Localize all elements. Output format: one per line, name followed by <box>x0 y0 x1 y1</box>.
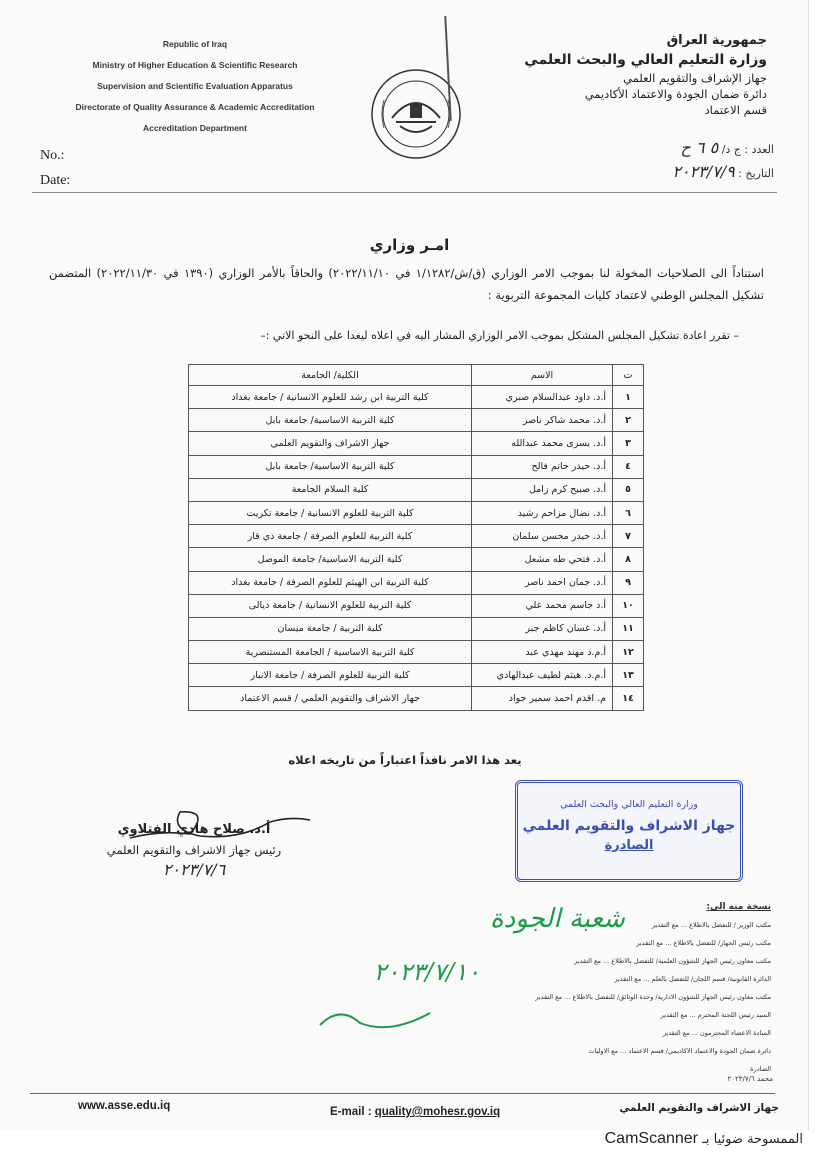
table-row <box>189 641 644 664</box>
row-number: ٤ <box>613 455 644 478</box>
member-name: أ.د. داود عبدالسلام صبري <box>472 386 613 409</box>
table-row <box>189 594 644 617</box>
scanner-watermark <box>605 1130 803 1148</box>
member-college: كلية التربية للعلوم الصرفة / جامعة ذي قار <box>189 525 472 548</box>
copies-heading: نسخة منه الى: <box>706 902 771 912</box>
table-row <box>189 571 644 594</box>
col-header-name: الاسم <box>472 365 613 386</box>
footer-email-address[interactable]: quality@mohesr.gov.iq <box>374 1106 501 1118</box>
footer-divider <box>30 1093 775 1094</box>
table-row <box>189 409 644 432</box>
footer-website[interactable]: www.asse.edu.iq <box>78 1100 171 1112</box>
ar-header-line: دائرة ضمان الجودة والاعتماد الأكاديمي <box>584 87 767 101</box>
table-row <box>189 687 644 710</box>
ar-number-label: العدد : ج د/ <box>721 143 774 156</box>
table-row <box>189 455 644 478</box>
table-row <box>189 664 644 687</box>
ar-date-label: التاريخ : <box>738 167 774 180</box>
ar-date-field <box>672 162 774 181</box>
row-number: ١٢ <box>613 641 644 664</box>
council-members-table <box>188 364 644 711</box>
member-name: أ.د. غسان كاظم جبر <box>472 617 613 640</box>
intro-paragraph: استناداً الى الصلاحيات المخولة لنا بموجب الامر الوزاري (ق/ش/١/١٢٨٢ في ٢٠٢٢/١١/١٠) والحاقاً بالأمر الوزاري (١٣٩٠ في ٢٠٢٢/١١/٣٠) المتضمن تشكيل المجلس الوطني لاعتماد كليات المجموعة التربوية : <box>49 266 764 302</box>
en-number-label: No.: <box>40 148 65 163</box>
row-number: ١٠ <box>613 594 644 617</box>
member-name: م. اقدم احمد سمير جواد <box>472 687 613 710</box>
english-letterhead <box>55 34 335 139</box>
stamp-line: الصادرة <box>604 838 654 853</box>
stamp-line: جهاز الاشراف والتقويم العلمي <box>522 818 736 834</box>
table-row <box>189 501 644 524</box>
footer-email-label: E-mail : <box>330 1106 375 1118</box>
copy-recipient: السيد رئيس اللجنة المحترم ... مع التقدير <box>660 1011 771 1019</box>
col-header-college: الكلية/ الجامعة <box>189 365 472 386</box>
member-college: كلية السلام الجامعة <box>189 478 472 501</box>
member-name: أ.د جاسم محمد علي <box>472 594 613 617</box>
member-name: أ.د. جمان احمد ناصر <box>472 571 613 594</box>
member-name: أ.م.د مهند مهدي عبد <box>472 641 613 664</box>
member-name: أ.د. صبيح كرم زامل <box>472 478 613 501</box>
copy-recipient: الصادرة <box>750 1065 771 1073</box>
member-name: أ.د. نضال مزاحم رشيد <box>472 501 613 524</box>
ar-number-field <box>681 138 775 157</box>
row-number: ٧ <box>613 525 644 548</box>
member-college: كلية التربية الاساسية/ جامعة الموصل <box>189 548 472 571</box>
table-row <box>189 478 644 501</box>
copy-recipient: مكتب الوزير / للتفضل بالاطلاع ... مع التقدير <box>651 921 771 929</box>
copy-recipient: الدائرة القانونية/ قسم اللجان/ للتفضل بالعلم ... مع التقدير <box>614 975 771 983</box>
table-row <box>189 548 644 571</box>
ar-header-line: جهاز الإشراف والتقويم العلمي <box>623 71 767 85</box>
copy-recipient: مكتب رئيس الجهاز/ للتفضل بالاطلاع ... مع التقدير <box>636 939 771 947</box>
member-name: أ.م.د. هيثم لطيف عبدالهادي <box>472 664 613 687</box>
copies-list <box>535 898 773 1083</box>
member-college: كلية التربية للعلوم الانسانية / جامعة تكريت <box>189 501 472 524</box>
official-stamp <box>515 780 743 882</box>
member-college: جهاز الاشراف والتقويم العلمي / قسم الاعتماد <box>189 687 472 710</box>
en-header-line: Supervision and Scientific Evaluation Apparatus <box>97 81 293 91</box>
member-college: كلية التربية الاساسية/ جامعة بابل <box>189 455 472 478</box>
row-number: ١١ <box>613 617 644 640</box>
row-number: ٣ <box>613 432 644 455</box>
decision-paragraph: – تقرر اعادة تشكيل المجلس المشكل بموجب الامر الوزاري المشار اليه في اعلاه ليغدا على النحو الاتي :– <box>260 329 739 342</box>
en-header-line: Republic of Iraq <box>162 39 228 49</box>
en-date-label: Date: <box>40 173 71 188</box>
document-title: امـر وزاري <box>369 236 450 254</box>
row-number: ٦ <box>613 501 644 524</box>
member-college: كلية التربية الاساسية / الجامعة المستنصرية <box>189 641 472 664</box>
copy-recipient: مكتب معاون رئيس الجهاز للشؤون العلمية/ للتفضل بالاطلاع ... مع التقدير <box>574 957 771 965</box>
member-name: أ.د. يسرى محمد عبدالله <box>472 432 613 455</box>
en-header-line: Accreditation Department <box>143 123 247 133</box>
table-row <box>189 617 644 640</box>
row-number: ١٣ <box>613 664 644 687</box>
member-name: أ.د. حيدر حاتم فالح <box>472 455 613 478</box>
signature-date: ٢٠٢٣/٧/٦ <box>162 860 226 879</box>
row-number: ١٤ <box>613 687 644 710</box>
handwritten-signature <box>120 800 320 850</box>
scanner-brand: CamScanner <box>604 1130 698 1147</box>
ar-header-line: قسم الاعتماد <box>704 103 767 117</box>
member-college: كلية التربية ابن الهيثم للعلوم الصرفة / جامعة بغداد <box>189 571 472 594</box>
member-college: كلية التربية ابن رشد للعلوم الانسانية / جامعة بغداد <box>189 386 472 409</box>
en-header-line: Directorate of Quality Assurance & Academic Accreditation <box>75 102 315 112</box>
footer-email[interactable] <box>330 1106 500 1118</box>
signatory-title: رئيس جهاز الاشراف والتقويم العلمي <box>106 843 282 857</box>
row-number: ٩ <box>613 571 644 594</box>
member-college: كلية التربية / جامعة ميسان <box>189 617 472 640</box>
copies-reference: محمد ٢٠٢٣/٧/٦ <box>727 1075 773 1083</box>
row-number: ١ <box>613 386 644 409</box>
member-name: أ.د. محمد شاكر ناصر <box>472 409 613 432</box>
green-handwritten-note <box>280 885 625 1045</box>
copy-recipient: السادة الاعضاء المحترمون ... مع التقدير <box>662 1029 771 1037</box>
en-header-line: Ministry of Higher Education & Scientific Research <box>92 60 298 70</box>
ar-date-value: ٢٠٢٣/٧/٩ <box>672 162 735 181</box>
table-row <box>189 386 644 409</box>
member-name: أ.د. حيدر محسن سلمان <box>472 525 613 548</box>
table-header-row <box>189 365 644 386</box>
footer-organization: جهاز الاشراف والتقويم العلمي <box>619 1102 779 1114</box>
scanner-text: الممسوحة ضوئيا بـ <box>702 1132 803 1147</box>
copy-recipient: مكتب معاون رئيس الجهاز للشؤون الادارية/ وحدة الوثائق/ للتفضل بالاطلاع ... مع التقدير <box>535 993 771 1001</box>
member-college: كلية التربية الاساسية/ جامعة بابل <box>189 409 472 432</box>
stamp-line: وزارة التعليم العالي والبحث العلمي <box>560 799 698 810</box>
table-row <box>189 432 644 455</box>
handwritten-note-line: ٢٠٢٣/٧/١٠ <box>373 958 480 986</box>
member-college: كلية التربية للعلوم الصرفة / جامعة الانبار <box>189 664 472 687</box>
table-row <box>189 525 644 548</box>
effective-note: يعد هذا الامر نافذاً اعتباراً من تاريخه اعلاه <box>288 753 522 767</box>
header-divider <box>32 192 777 193</box>
member-name: أ.د. فتحي طه مشعل <box>472 548 613 571</box>
member-college: كلية التربية للعلوم الانسانية / جامعة ديالى <box>189 594 472 617</box>
ar-header-line: جمهورية العراق <box>666 33 767 48</box>
ar-header-line: وزارة التعليم العالي والبحث العلمي <box>524 52 767 68</box>
ar-number-value: ٥ ٦ ح <box>680 138 719 157</box>
col-header-number: ت <box>613 365 644 386</box>
row-number: ٥ <box>613 478 644 501</box>
copy-recipient: دائرة ضمان الجودة والاعتماد الاكاديمي/ قسم الاعتماد ... مع الاوليات <box>588 1047 771 1055</box>
handwritten-note-line: شعبة الجودة <box>490 904 625 934</box>
arabic-letterhead <box>507 32 767 118</box>
signatory-name: أ.د. صلاح هادي الفتلاوي <box>117 822 271 837</box>
row-number: ٨ <box>613 548 644 571</box>
row-number: ٢ <box>613 409 644 432</box>
member-college: جهاز الاشراف والتقويم العلمي <box>189 432 472 455</box>
